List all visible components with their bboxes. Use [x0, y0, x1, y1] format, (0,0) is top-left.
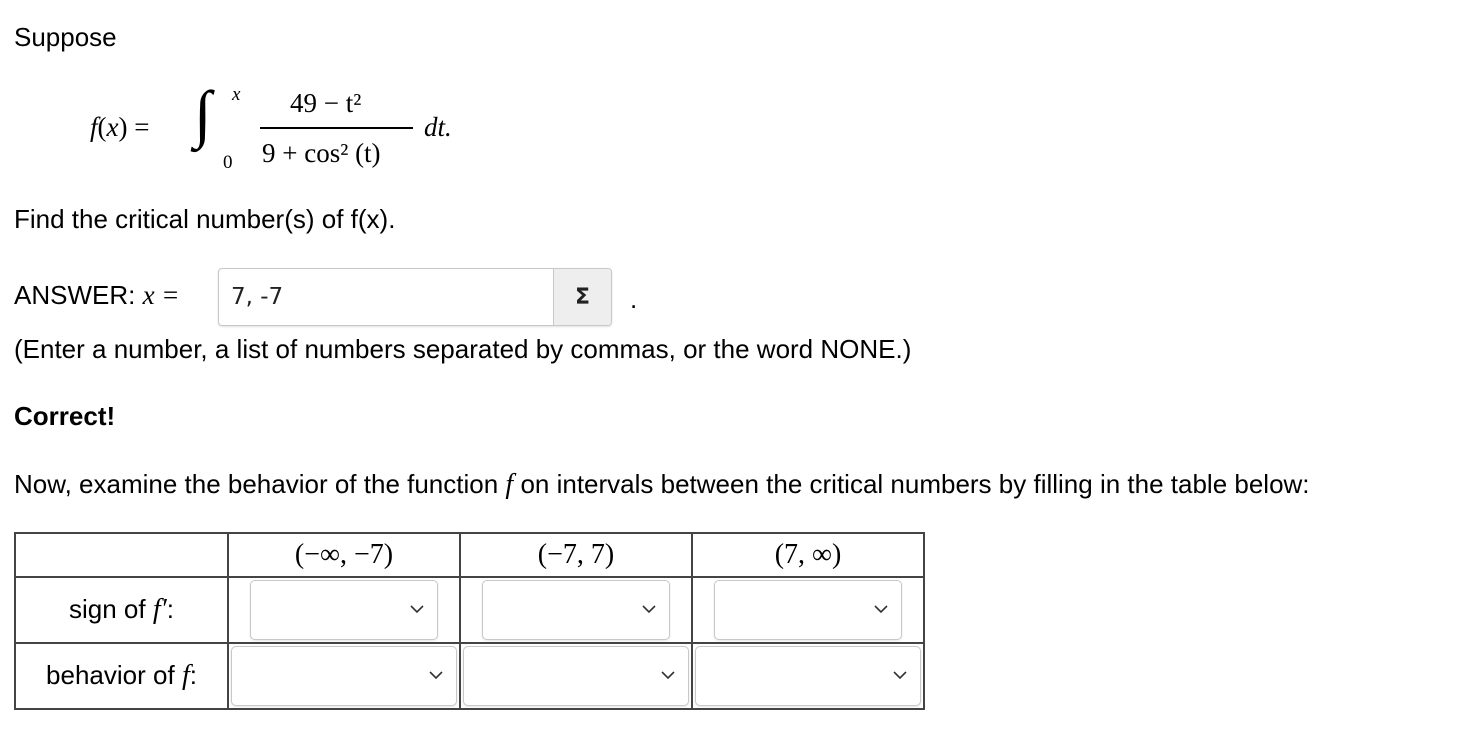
- chevron-down-icon: [892, 667, 908, 683]
- table-corner-cell: [15, 533, 228, 577]
- behavior-cell: [228, 643, 460, 709]
- instruction-after: on intervals between the critical numbers by filling in the table below:: [520, 469, 1310, 499]
- interval-header: (−7, 7): [460, 533, 692, 577]
- numerator: 49 − t²: [290, 88, 362, 118]
- sigma-button[interactable]: [553, 269, 611, 325]
- behavior-select-2[interactable]: [463, 646, 689, 706]
- sign-select-3[interactable]: [714, 580, 902, 640]
- lower-limit: 0: [223, 152, 233, 173]
- denominator: 9 + cos² (t): [262, 138, 381, 168]
- answer-field: [218, 268, 612, 326]
- answer-label-text: ANSWER:: [14, 280, 136, 310]
- formula-lhs: f(x) =: [90, 112, 150, 142]
- behavior-select-3[interactable]: [695, 646, 921, 706]
- row-label-text: behavior of: [46, 660, 175, 690]
- interval-header: (−∞, −7): [228, 533, 460, 577]
- interval-header: (7, ∞): [692, 533, 924, 577]
- feedback-correct: Correct!: [14, 401, 116, 431]
- chevron-down-icon: [641, 601, 657, 617]
- instruction-before: Now, examine the behavior of the function: [14, 469, 499, 499]
- row-label-text: sign of: [69, 594, 146, 624]
- hint-text: (Enter a number, a list of numbers separated by commas, or the word NONE.): [14, 334, 912, 364]
- differential: dt.: [424, 112, 452, 142]
- sign-cell: [692, 577, 924, 643]
- table-row-behavior: [15, 643, 924, 709]
- sign-cell: [228, 577, 460, 643]
- behavior-cell: [460, 643, 692, 709]
- question-text: Find the critical number(s) of f(x).: [14, 204, 396, 234]
- row-label-symbol: f′: [152, 594, 167, 625]
- intro-text: Suppose: [14, 22, 117, 52]
- row-label-sign: [15, 577, 228, 643]
- row-label-colon: :: [166, 594, 174, 624]
- behavior-table: [14, 532, 925, 710]
- answer-input[interactable]: [219, 269, 553, 325]
- behavior-cell: [692, 643, 924, 709]
- row-label-symbol: f: [181, 660, 190, 691]
- sigma-icon: Σ: [574, 284, 591, 310]
- table-row-sign: [15, 577, 924, 643]
- table-header-row: [15, 533, 924, 577]
- answer-period: .: [630, 284, 638, 314]
- sign-select-1[interactable]: [250, 580, 438, 640]
- chevron-down-icon: [409, 601, 425, 617]
- chevron-down-icon: [873, 601, 889, 617]
- fraction-bar: [260, 127, 413, 129]
- integral-sign-icon: ∫: [194, 78, 212, 149]
- answer-variable: x =: [142, 280, 180, 310]
- instruction-symbol: f: [505, 469, 514, 500]
- chevron-down-icon: [660, 667, 676, 683]
- behavior-select-1[interactable]: [231, 646, 457, 706]
- answer-label: [14, 280, 180, 311]
- row-label-colon: :: [189, 660, 197, 690]
- upper-limit: x: [232, 84, 241, 105]
- chevron-down-icon: [428, 667, 444, 683]
- row-label-behavior: [15, 643, 228, 709]
- sign-cell: [460, 577, 692, 643]
- integral-formula: [90, 78, 490, 180]
- sign-select-2[interactable]: [482, 580, 670, 640]
- instruction-text: [14, 469, 1310, 501]
